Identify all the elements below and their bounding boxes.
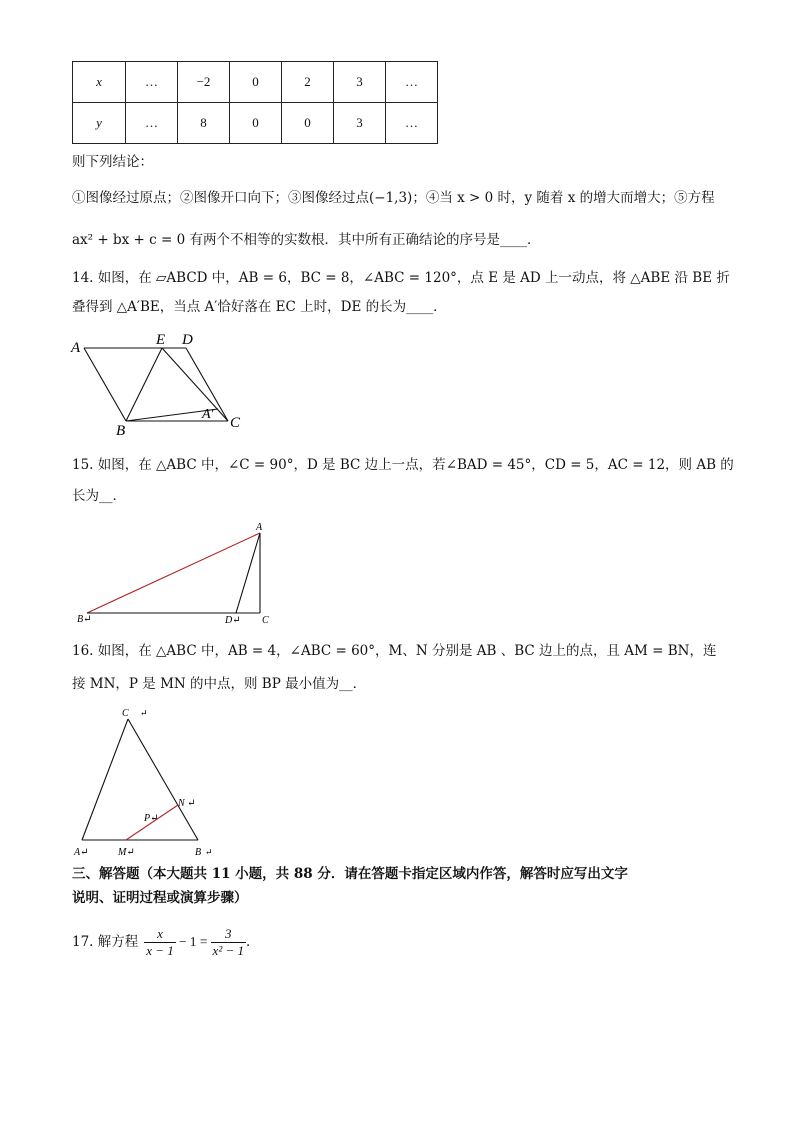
segment-ab xyxy=(87,533,260,613)
table-cell: −2 xyxy=(178,62,230,103)
q15-figure xyxy=(72,518,282,628)
q15-line2: 长为__． xyxy=(72,488,126,504)
label-e: E xyxy=(156,332,166,348)
q17-middle: − 1 = xyxy=(178,934,208,949)
table-cell: 0 xyxy=(282,103,334,144)
segment-ad xyxy=(236,533,260,613)
table-cell: 8 xyxy=(178,103,230,144)
q17-equation xyxy=(72,922,260,962)
table-cell: 0 xyxy=(230,62,282,103)
table-row xyxy=(73,103,438,144)
section3-heading-line1: 三、解答题（本大题共 11 小题，共 88 分．请在答题卡指定区域内作答，解答时应写出文字 xyxy=(72,866,628,882)
label-a: A↵ xyxy=(74,847,89,858)
q16-line2: 接 MN，P 是 MN 的中点，则 BP 最小值为__． xyxy=(72,676,367,692)
value-table xyxy=(72,61,438,144)
label-c: C xyxy=(122,708,129,719)
table-cell: … xyxy=(126,62,178,103)
label-a-prime: A′ xyxy=(202,407,214,422)
table-header-y: y xyxy=(73,103,126,144)
q13-intro: 则下列结论： xyxy=(72,154,153,170)
label-a: A xyxy=(71,340,81,356)
q16-figure xyxy=(66,705,226,860)
q14-line1: 14. 如图，在 ▱ABCD 中，AB = 6，BC = 8，∠ABC = 120°，点 E 是 AD 上一动点，将 △ABE 沿 BE 折 xyxy=(72,270,730,286)
q17-fraction-left xyxy=(144,926,176,959)
q17-fraction-left-numerator: x xyxy=(144,926,176,943)
table-cell: 0 xyxy=(230,103,282,144)
table-cell: 2 xyxy=(282,62,334,103)
label-a: A xyxy=(256,522,263,533)
label-m: M↵ xyxy=(118,847,135,858)
q17-prefix: 17. 解方程 xyxy=(72,934,139,950)
label-c: C xyxy=(262,615,269,626)
label-b: B↵ xyxy=(77,614,92,625)
q17-fraction-right-numerator: 3 xyxy=(211,926,246,943)
table-cell: 3 xyxy=(334,62,386,103)
q17-fraction-right xyxy=(211,926,246,959)
table-header-x: x xyxy=(73,62,126,103)
q16-line1: 16. 如图，在 △ABC 中，AB = 4，∠ABC = 60°，M、N 分别是 AB 、BC 边上的点，且 AM = BN，连 xyxy=(72,643,717,659)
label-b-mark: ↵ xyxy=(205,847,213,857)
segment-be xyxy=(126,348,162,421)
segment-ac xyxy=(82,719,128,840)
q17-fraction-left-denominator: x − 1 xyxy=(146,942,174,958)
segment-ab xyxy=(84,348,126,421)
segment-ec xyxy=(162,348,228,421)
label-d: D↵ xyxy=(225,615,241,626)
label-b: B xyxy=(195,847,202,858)
q13-line2: ax² + bx + c = 0 有两个不相等的实数根．其中所有正确结论的序号是____． xyxy=(72,232,541,248)
table-cell: … xyxy=(386,62,438,103)
segment-bc xyxy=(128,719,198,840)
q17-suffix: ． xyxy=(246,934,260,950)
label-p: P↵ xyxy=(144,813,159,824)
section3-heading-line2: 说明、证明过程或演算步骤） xyxy=(72,890,248,906)
q13-line1: ①图像经过原点；②图像开口向下；③图像经过点(−1,3)；④当 x > 0 时，y 随着 x 的增大而增大；⑤方程 xyxy=(72,190,715,206)
table-cell: … xyxy=(386,103,438,144)
label-c: C xyxy=(230,415,241,431)
q14-line2: 叠得到 △A′BE，当点 A′恰好落在 EC 上时，DE 的长为____． xyxy=(72,299,447,315)
table-row xyxy=(73,62,438,103)
table-cell: 3 xyxy=(334,103,386,144)
label-b: B xyxy=(116,423,126,439)
label-c-mark: ↵ xyxy=(140,708,148,718)
q14-figure xyxy=(66,328,256,440)
label-n: N ↵ xyxy=(178,798,196,809)
label-d: D xyxy=(182,332,193,348)
q17-fraction-right-denominator: x² − 1 xyxy=(212,942,244,958)
table-cell: … xyxy=(126,103,178,144)
q15-line1: 15. 如图，在 △ABC 中，∠C = 90°，D 是 BC 边上一点，若∠BAD = 45°，CD = 5，AC = 12，则 AB 的 xyxy=(72,457,734,473)
